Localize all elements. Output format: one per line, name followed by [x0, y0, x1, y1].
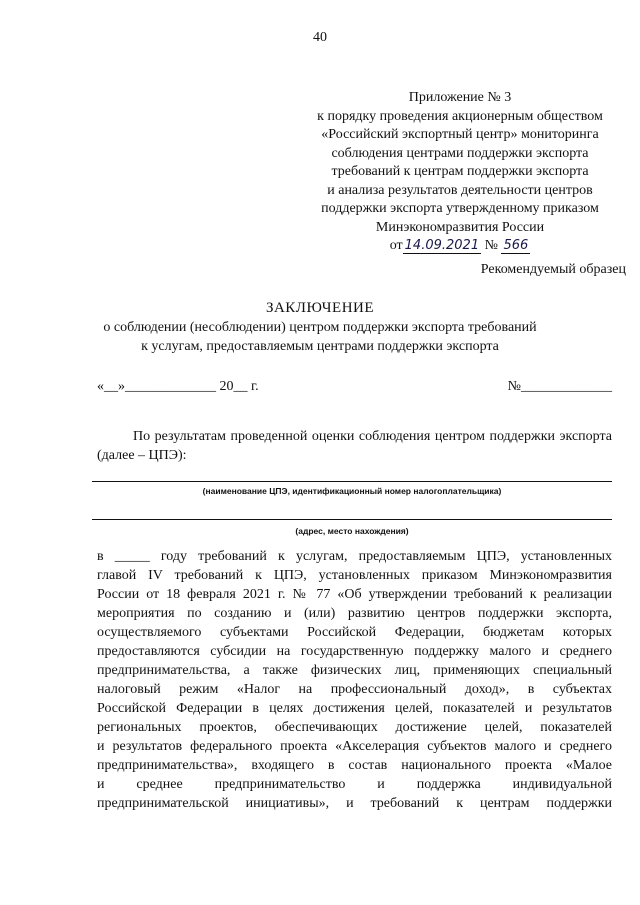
number-blank: №_____________: [507, 379, 612, 394]
appendix-line: «Российский экспортный центр» мониторинга: [321, 127, 599, 142]
order-date: 14.09.2021: [404, 238, 480, 253]
appendix-line: требований к центрам поддержки экспорта: [331, 164, 589, 179]
body-paragraph: [97, 547, 612, 813]
body-line: осуществляемого субъектами Российской Федерации, бюджетам которых: [97, 625, 612, 640]
page-number: 40: [313, 30, 327, 45]
recommended-sample-label: Рекомендуемый образец: [480, 262, 626, 277]
appendix-line: соблюдения центрами поддержки экспорта: [331, 145, 589, 161]
order-prefix: от: [389, 238, 403, 253]
body-line: предпринимательской инициативы», и требований к центрам поддержки: [97, 796, 612, 811]
appendix-block: [290, 89, 630, 256]
body-line: в _____ году требований к услугам, предоставляемым ЦПЭ, установленных: [97, 549, 612, 564]
appendix-line: Приложение № 3: [408, 90, 512, 105]
appendix-line: и анализа результатов деятельности центров: [327, 182, 593, 198]
body-line: предпринимательства, а также физических лиц, применяющих специальный: [97, 663, 612, 678]
appendix-line: Минэкономразвития России: [375, 219, 545, 235]
order-no-label: №: [484, 238, 498, 253]
address-field-line: [92, 519, 612, 520]
body-line: региональных проектов, обеспечивающих достижение целей, показателей: [97, 720, 612, 735]
document-subtitle: [0, 318, 640, 356]
appendix-line: к порядку проведения акционерным обществом: [317, 108, 603, 124]
body-line: предпринимательства», входящего в состав национального проекта «Малое: [97, 758, 612, 773]
order-number: 566: [503, 238, 529, 253]
body-line: России от 18 февраля 2021 г. № 77 «Об утверждении требований к реализации: [97, 587, 612, 602]
body-line: мероприятия по созданию и (или) развитию центров поддержки экспорта,: [97, 606, 612, 621]
subtitle-line: о соблюдении (несоблюдении) центром поддержки экспорта требований: [103, 320, 537, 335]
body-line: и результатов федерального проекта «Акселерация субъектов малого и среднего: [97, 739, 612, 754]
address-field-caption: (адрес, место нахождения): [295, 526, 409, 536]
body-line: предоставляются субсидии на государственную поддержку малого и среднего: [97, 644, 612, 659]
body-line: Российской Федерации в целях достижения целей, показателей и результатов: [97, 701, 612, 716]
body-line: главой IV требований к ЦПЭ, установленных приказом Минэкономразвития: [97, 568, 612, 583]
name-field-caption: (наименование ЦПЭ, идентификационный номер налогоплательщика): [202, 486, 502, 496]
intro-paragraph: По результатам проведенной оценки соблюдения центром поддержки экспорта (далее – ЦПЭ):: [97, 429, 612, 463]
name-field-line: [92, 481, 612, 482]
order-reference: [290, 237, 630, 256]
appendix-line: поддержки экспорта утвержденному приказом: [321, 201, 599, 216]
date-blank: «__»_____________ 20__ г.: [97, 379, 259, 394]
body-line: и среднее предпринимательство и поддержка индивидуальной: [97, 777, 612, 792]
subtitle-line: к услугам, предоставляемым центрами поддержки экспорта: [141, 339, 499, 354]
document-title: ЗАКЛЮЧЕНИЕ: [265, 300, 375, 316]
body-line: налоговый режим «Налог на профессиональный доход», в субъектах: [97, 682, 612, 697]
